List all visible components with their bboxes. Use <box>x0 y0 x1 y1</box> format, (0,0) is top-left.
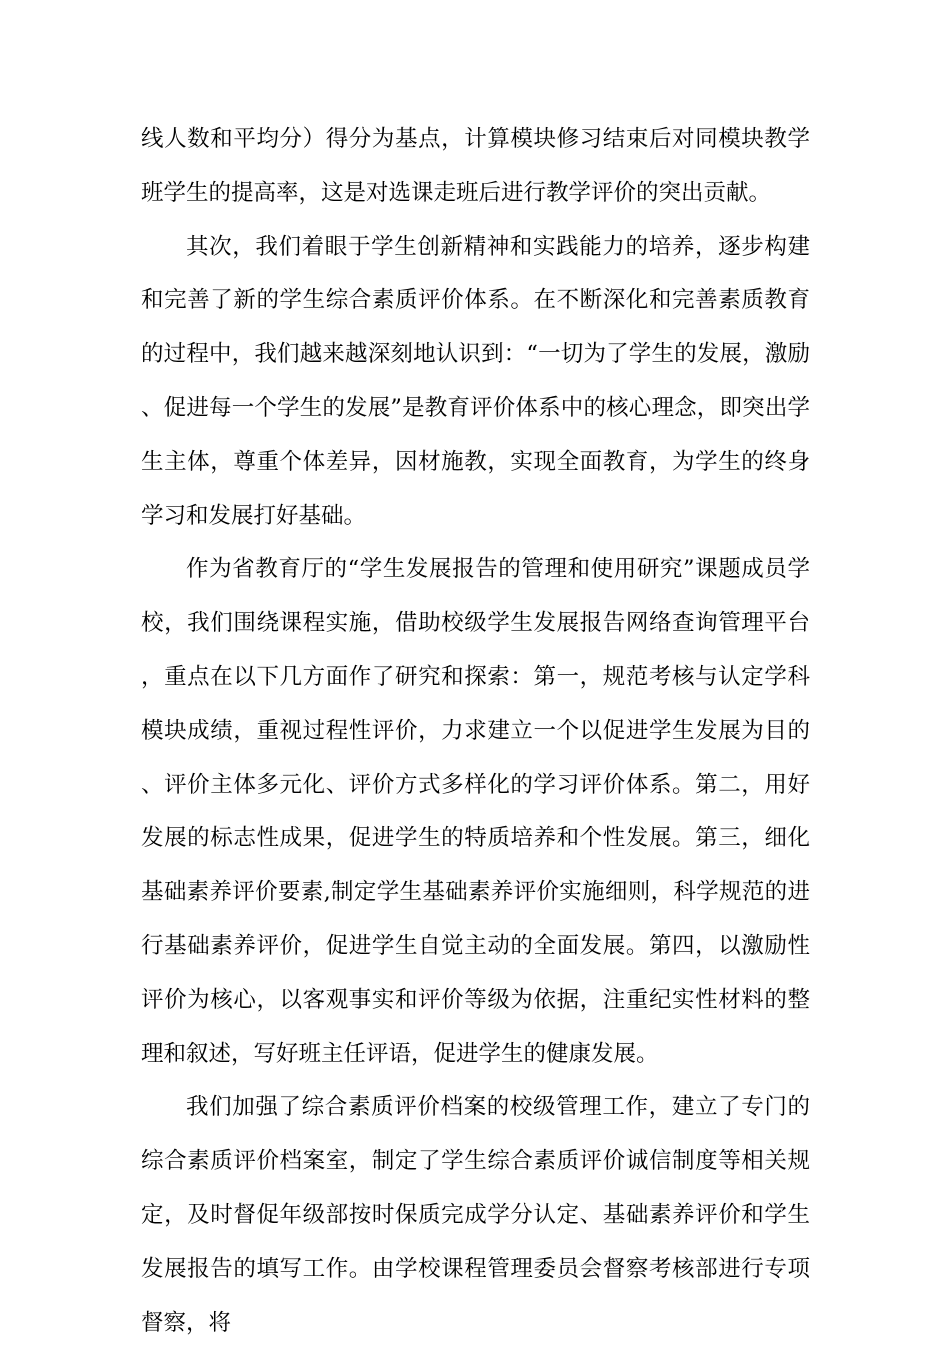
document-body <box>141 113 810 1350</box>
paragraph-2: 其次，我们着眼于学生创新精神和实践能力的培养，逐步构建和完善了新的学生综合素质评价体系。在不断深化和完善素质教育的过程中，我们越来越深刻地认识到：“一切为了学生的发展，激励、促进每一个学生的发展”是教育评价体系中的核心理念，即突出学生主体，尊重个体差异，因材施教，实现全面教育，为学生的终身学习和发展打好基础。 <box>141 233 810 529</box>
paragraph-4: 我们加强了综合素质评价档案的校级管理工作，建立了专门的综合素质评价档案室，制定了学生综合素质评价诚信制度等相关规定，及时督促年级部按时保质完成学分认定、基础素养评价和学生发展报告的填写工作。由学校课程管理委员会督察考核部进行专项督察，将 <box>141 1094 810 1336</box>
paragraph-3: 作为省教育厅的“学生发展报告的管理和使用研究”课题成员学校，我们围绕课程实施，借助校级学生发展报告网络查询管理平台，重点在以下几方面作了研究和探索：第一，规范考核与认定学科模块成绩，重视过程性评价，力求建立一个以促进学生发展为目的、评价主体多元化、评价方式多样化的学习评价体系。第二，用好发展的标志性成果，促进学生的特质培养和个性发展。第三，细化基础素养评价要素,制定学生基础素养评价实施细则，科学规范的进行基础素养评价，促进学生自觉主动的全面发展。第四，以激励性评价为核心，以客观事实和评价等级为依据，注重纪实性材料的整理和叙述，写好班主任评语，促进学生的健康发展。 <box>141 556 810 1067</box>
paragraph-1: 线人数和平均分）得分为基点，计算模块修习结束后对同模块教学班学生的提高率，这是对选课走班后进行教学评价的突出贡献。 <box>141 126 810 206</box>
